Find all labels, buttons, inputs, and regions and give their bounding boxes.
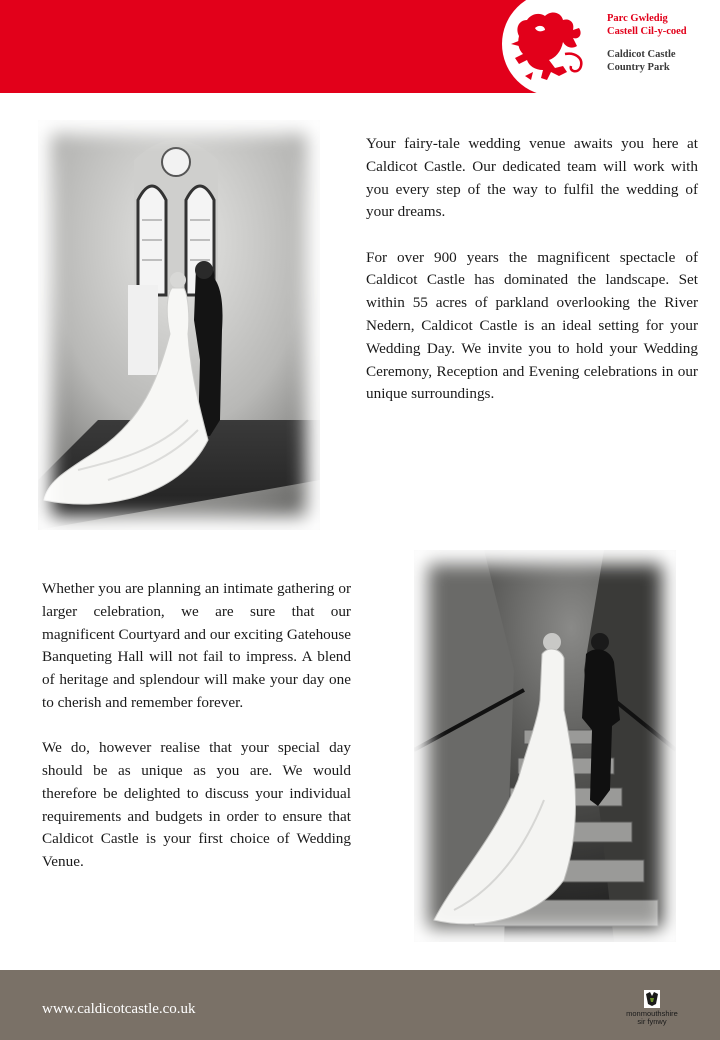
- council-name-welsh: sir fynwy: [637, 1017, 667, 1026]
- brand-welsh-line1: Parc Gwledig: [607, 13, 668, 24]
- header-bar: [0, 0, 720, 93]
- details-paragraph-1: Whether you are planning an intimate gathering or larger celebration, we are sure that our magnificent Courtyard and our exciting Gatehouse Banqueting Hall will not fail to impress. A blend of heritage and splendour will make your day one to cherish and remember forever.: [42, 580, 351, 711]
- brand-welsh-name: [607, 12, 717, 38]
- brand-english-line1: Caldicot Castle: [607, 49, 676, 60]
- wedding-couple-stairs-photo: [414, 550, 676, 942]
- red-dragon-logo-icon: [505, 6, 593, 90]
- wedding-couple-window-image: [38, 120, 320, 530]
- council-logo: [612, 990, 692, 1026]
- wedding-couple-stairs-image: [414, 550, 676, 942]
- intro-paragraph-2: For over 900 years the magnificent spectacle of Caldicot Castle has dominated the landscape. Set within 55 acres of parkland overlooking the River Nedern, Caldicot Castle is an ideal setting for your Wedding Day. We invite you to hold your Wedding Ceremony, Reception and Evening celebrations in our unique surroundings.: [366, 248, 698, 403]
- intro-paragraph-1: Your fairy-tale wedding venue awaits you here at Caldicot Castle. Our dedicated team will work with you every step of the way to fulfil the wedding of your dreams.: [366, 135, 698, 221]
- intro-text: [366, 133, 698, 429]
- brand-english-line2: Country Park: [607, 62, 670, 73]
- brand-name: [607, 12, 717, 74]
- details-text: [42, 578, 351, 897]
- monmouthshire-council-logo-icon: [644, 990, 660, 1008]
- details-paragraph-2: We do, however realise that your special day should be as unique as you are. We would therefore be delighted to discuss your individual requirements and budgets in order to ensure that Caldicot Castle is your first choice of Wedding Venue.: [42, 739, 351, 871]
- footer-bar: [0, 970, 720, 1040]
- brand-welsh-line2: Castell Cil-y-coed: [607, 26, 687, 37]
- council-name-english: monmouthshire: [626, 1009, 678, 1018]
- brand-english-name: [607, 48, 717, 74]
- website-url[interactable]: www.caldicotcastle.co.uk: [42, 1001, 196, 1017]
- wedding-couple-window-photo: [38, 120, 320, 530]
